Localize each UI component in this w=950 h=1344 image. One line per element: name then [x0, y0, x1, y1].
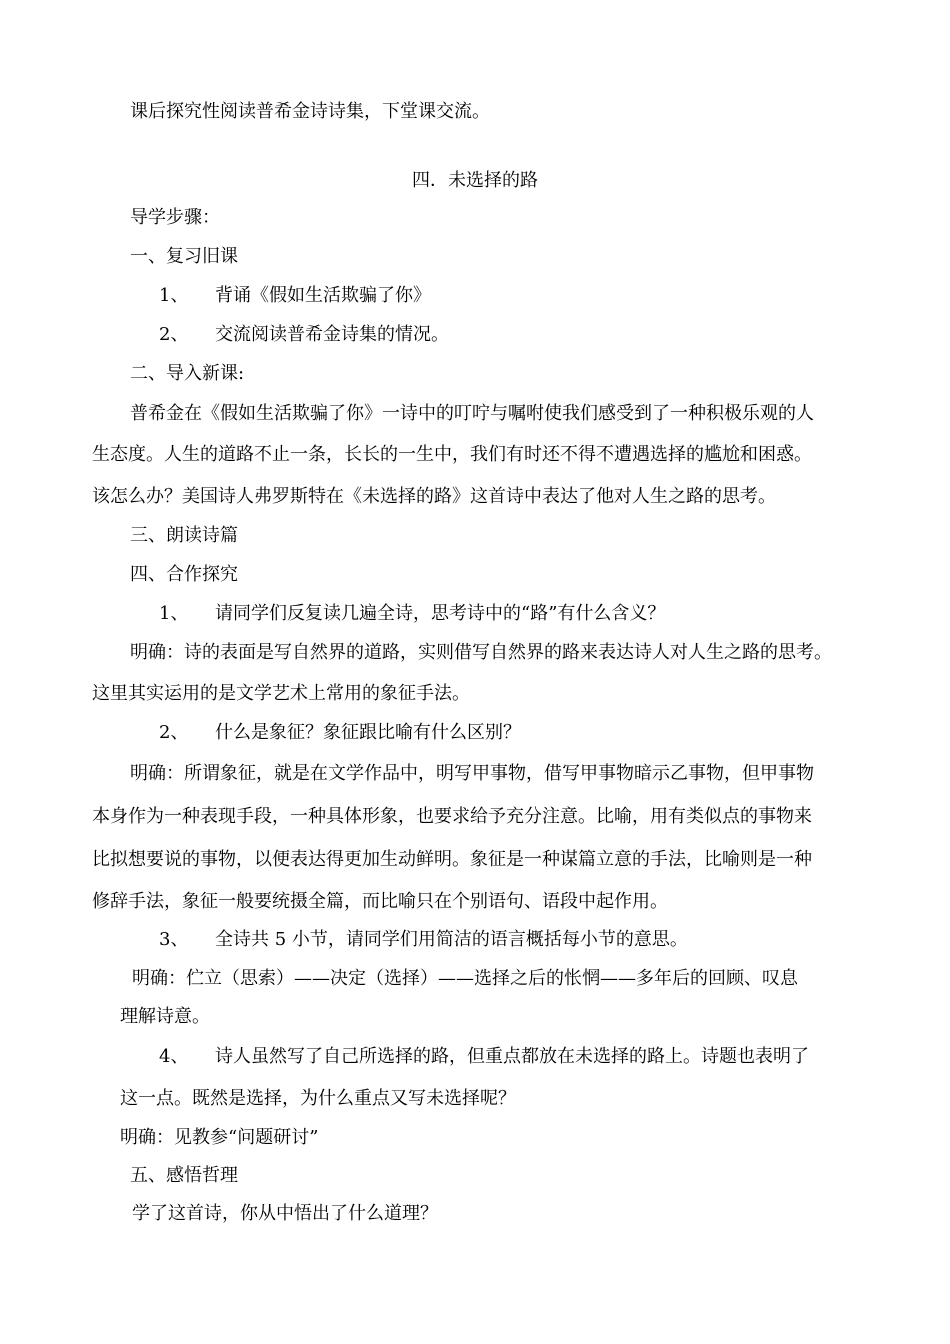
part1-heading: 一、复习旧课: [130, 246, 238, 267]
answer-3-line-2: 理解诗意。: [120, 1006, 210, 1027]
answer-2-line-4: 修辞手法，象征一般要统摄全篇，而比喻只在个别语句、语段中起作用。: [92, 891, 668, 912]
question-4: [159, 1045, 809, 1069]
item-text: 交流阅读普希金诗集的情况。: [215, 324, 449, 345]
question-4-continued: 这一点。既然是选择，为什么重点又写未选择呢？: [120, 1088, 516, 1109]
item-number: 2、: [159, 324, 189, 345]
part4-heading: 四、合作探究: [130, 564, 238, 585]
item-text: 背诵《假如生活欺骗了你》: [215, 285, 431, 306]
part2-para-line-2: 生态度。人生的道路不止一条，长长的一生中，我们有时还不得不遭遇选择的尴尬和困惑。: [92, 444, 812, 465]
answer-1-line-2: 这里其实运用的是文学艺术上常用的象征手法。: [92, 683, 470, 704]
answer-1-line-1: 明确：诗的表面是写自然界的道路，实则借写自然界的路来表达诗人对人生之路的思考。: [130, 642, 832, 663]
part1-item-1: [159, 284, 431, 308]
question-3: [159, 928, 688, 952]
part1-item-2: [159, 323, 449, 347]
intro-line: 课后探究性阅读普希金诗诗集，下堂课交流。: [130, 101, 490, 122]
guide-steps-label: 导学步骤：: [130, 207, 220, 228]
question-number: 4、: [159, 1046, 189, 1067]
question-number: 1、: [159, 603, 189, 624]
part3-heading: 三、朗读诗篇: [130, 525, 238, 546]
answer-2-line-1: 明确：所谓象征，就是在文学作品中，明写甲事物，借写甲事物暗示乙事物，但甲事物: [130, 763, 814, 784]
answer-2-line-3: 比拟想要说的事物，以便表达得更加生动鲜明。象征是一种谋篇立意的手法，比喻则是一种: [92, 849, 812, 870]
part5-heading: 五、感悟哲理: [130, 1165, 238, 1186]
answer-2-line-2: 本身作为一种表现手段，一种具体形象，也要求给予充分注意。比喻，用有类似点的事物来: [92, 806, 812, 827]
question-number: 3、: [159, 929, 189, 950]
question-text: 请同学们反复读几遍全诗，思考诗中的“路”有什么含义？: [215, 603, 666, 624]
answer-3-line-1: 明确：伫立（思索）——决定（选择）——选择之后的怅惘——多年后的回顾、叹息: [132, 968, 798, 989]
question-2: [159, 721, 521, 745]
part2-para-line-1: 普希金在《假如生活欺骗了你》一诗中的叮咛与嘱咐使我们感受到了一种积极乐观的人: [130, 403, 814, 424]
section-title: 四．未选择的路: [412, 170, 538, 191]
part2-heading: 二、导入新课:: [130, 363, 245, 384]
part2-para-line-3: 该怎么办？美国诗人弗罗斯特在《未选择的路》这首诗中表达了他对人生之路的思考。: [92, 486, 776, 507]
part5-question: 学了这首诗，你从中悟出了什么道理？: [132, 1203, 438, 1224]
item-number: 1、: [159, 285, 189, 306]
question-1: [159, 602, 665, 626]
question-text: 诗人虽然写了自己所选择的路，但重点都放在未选择的路上。诗题也表明了: [215, 1046, 809, 1067]
question-number: 2、: [159, 722, 189, 743]
question-text: 全诗共 5 小节，请同学们用简洁的语言概括每小节的意思。: [215, 929, 688, 950]
answer-4: 明确：见教参“问题研讨”: [120, 1127, 319, 1148]
question-text: 什么是象征？象征跟比喻有什么区别？: [215, 722, 521, 743]
